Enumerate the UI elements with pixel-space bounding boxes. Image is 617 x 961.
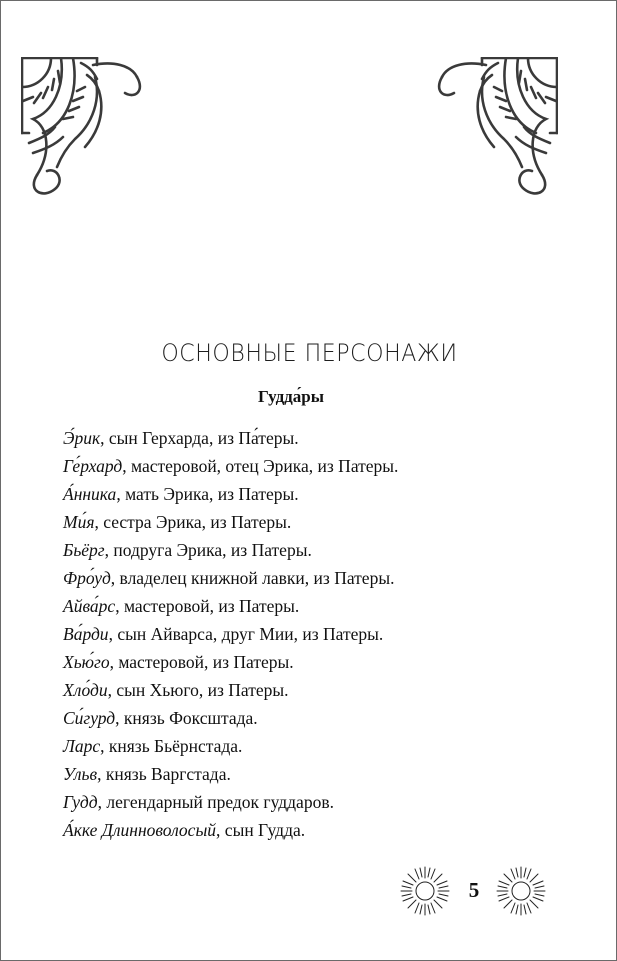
page-title: ОСНОВНЫЕ ПЕРСОНАЖИ <box>161 339 458 367</box>
list-item <box>63 427 398 455</box>
character-description: , подруга Эрика, из Патеры. <box>104 540 312 560</box>
list-item <box>63 735 398 763</box>
character-name: Ларс <box>63 736 101 756</box>
list-item <box>63 651 398 679</box>
list-item <box>63 763 398 791</box>
ornamental-corner-icon <box>21 57 159 195</box>
section-subtitle: Гудда́ры <box>257 387 325 406</box>
character-name: Фро́уд <box>63 568 111 588</box>
sunburst-icon <box>399 865 451 917</box>
character-description: , мастеровой, отец Эрика, из Патеры. <box>122 456 399 476</box>
character-description: , сестра Эрика, из Патеры. <box>94 512 292 532</box>
character-name: А́нника <box>63 484 117 504</box>
list-item <box>63 595 398 623</box>
character-name: А́кке Длинноволосый <box>63 820 217 840</box>
list-item <box>63 455 398 483</box>
list-item <box>63 791 398 819</box>
character-name: Ульв <box>63 764 98 784</box>
list-item <box>63 567 398 595</box>
character-description: , владелец книжной лавки, из Патеры. <box>110 568 395 588</box>
character-name: Си́гурд <box>63 708 116 728</box>
character-description: , сын Хьюго, из Патеры. <box>107 680 289 700</box>
character-description: , мастеровой, из Патеры. <box>115 596 300 616</box>
character-name: Ва́рди <box>63 624 109 644</box>
character-description: , князь Варгстада. <box>97 764 231 784</box>
list-item <box>63 511 398 539</box>
list-item <box>63 819 398 847</box>
character-description: , сын Гудда. <box>216 820 306 840</box>
character-name: Айва́рс <box>63 596 116 616</box>
character-description: , мастеровой, из Патеры. <box>109 652 294 672</box>
character-description: , сын Герхарда, из Па́теры. <box>100 428 299 448</box>
ornamental-corner-icon <box>420 57 558 195</box>
character-list <box>63 427 398 847</box>
character-name: Бьёрг <box>63 540 105 560</box>
page-number: 5 <box>468 878 480 902</box>
character-name: Хью́го <box>63 652 110 672</box>
character-name: Э́рик <box>63 428 101 448</box>
character-name: Ми́я <box>63 512 95 532</box>
list-item <box>63 539 398 567</box>
character-description: , князь Фоксштада. <box>115 708 258 728</box>
page-footer <box>399 861 549 921</box>
sunburst-icon <box>495 865 547 917</box>
character-description: , сын Айварса, друг Мии, из Патеры. <box>108 624 384 644</box>
list-item <box>63 623 398 651</box>
character-name: Хло́ди <box>63 680 108 700</box>
character-description: , легендарный предок гуддаров. <box>97 792 334 812</box>
list-item <box>63 679 398 707</box>
character-name: Гудд <box>63 792 98 812</box>
list-item <box>63 483 398 511</box>
character-description: , князь Бьёрнстада. <box>100 736 243 756</box>
character-description: , мать Эрика, из Патеры. <box>116 484 299 504</box>
list-item <box>63 707 398 735</box>
character-name: Ге́рхард <box>63 456 123 476</box>
